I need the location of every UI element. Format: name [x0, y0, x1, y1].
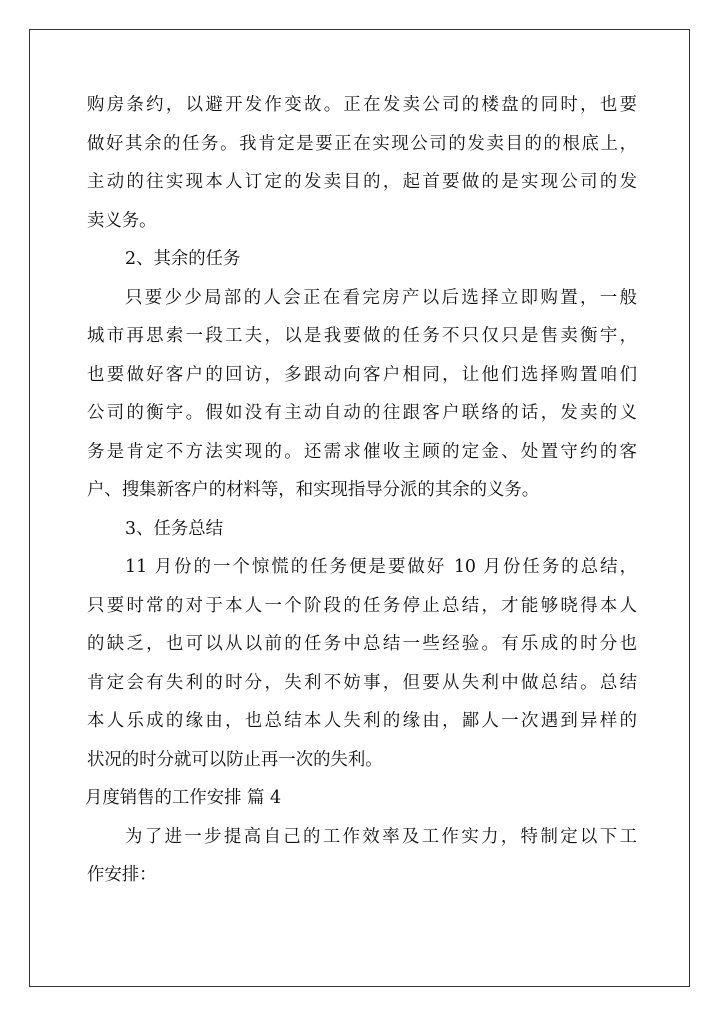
paragraph-line: 做好其余的任务。我肯定是要正在实现公司的发卖目的的根底上， [87, 133, 637, 154]
paragraph-line: 本人乐成的缘由，也总结本人失利的缘由，鄙人一次遇到异样的 [87, 711, 637, 731]
paragraph-line: 也要做好客户的回访，多跟动向客户相同，让他们选择购置咱们 [87, 364, 637, 385]
section-heading: 2、其余的任务 [125, 249, 241, 269]
paragraph-line: 为了进一步提高自己的工作效率及工作实力，特制定以下工 [125, 826, 637, 847]
document-body [87, 86, 637, 895]
section-heading: 3、任务总结 [125, 518, 224, 539]
article-title: 月度销售的工作安排 篇 4 [85, 788, 282, 808]
paragraph-line: 作安排： [87, 865, 157, 885]
paragraph-line: 户、搜集新客户的材料等，和实现指导分派的其余的义务。 [87, 480, 540, 500]
paragraph-line: 卖义务。 [87, 210, 157, 231]
paragraph-line: 11 月份的一个惊慌的任务便是要做好 10 月份任务的总结， [125, 557, 637, 577]
paragraph-line: 公司的衡宇。假如没有主动自动的往跟客户联络的话，发卖的义 [87, 403, 637, 423]
paragraph-line: 主动的往实现本人订定的发卖目的，起首要做的是实现公司的发 [87, 172, 637, 192]
paragraph-line: 的缺乏，也可以从以前的任务中总结一些经验。有乐成的时分也 [87, 634, 637, 654]
paragraph-line: 购房条约，以避开发作变故。正在发卖公司的楼盘的同时，也要 [87, 95, 637, 115]
paragraph-line: 城市再思索一段工夫，以是我要做的任务不只仅只是售卖衡宇， [87, 326, 637, 346]
paragraph-line: 务是肯定不方法实现的。还需求催收主顾的定金、处置守约的客 [87, 441, 637, 462]
paragraph-line: 只要时常的对于本人一个阶段的任务停止总结，才能够晓得本人 [87, 595, 637, 616]
paragraph-line: 状况的时分就可以防止再一次的失利。 [87, 749, 383, 770]
paragraph-line: 肯定会有失利的时分，失利不妨事，但要从失利中做总结。总结 [87, 672, 637, 693]
paragraph-line: 只要少少局部的人会正在看完房产以后选择立即购置，一般 [125, 287, 637, 308]
